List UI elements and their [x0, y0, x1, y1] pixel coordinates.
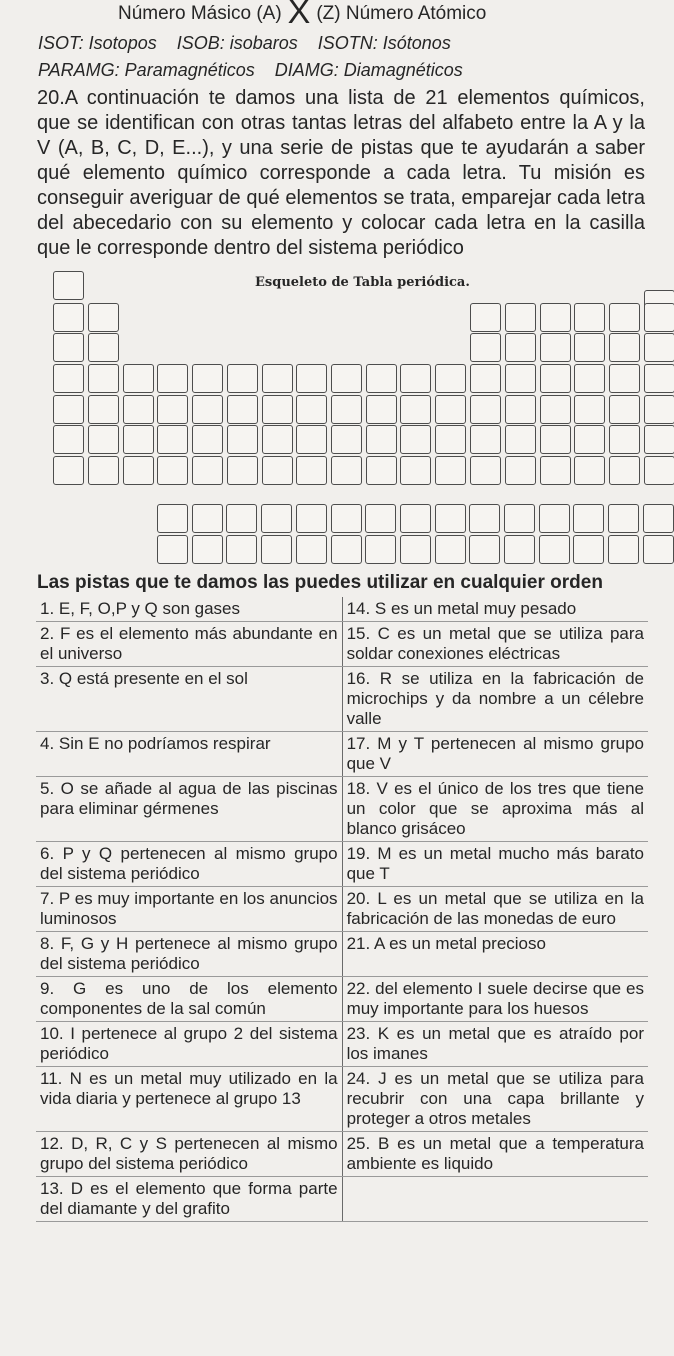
element-cell: [469, 504, 500, 533]
clue-row: [36, 1132, 648, 1177]
element-cell: [540, 333, 571, 362]
element-cell: [123, 425, 154, 454]
element-cell: [53, 395, 84, 424]
clue-left: 11. N es un metal muy utilizado en la vida diaria y pertenece al grupo 13: [36, 1067, 342, 1132]
element-cell: [540, 456, 571, 485]
element-cell: [88, 425, 119, 454]
element-cell: [157, 364, 188, 393]
element-cell: [192, 504, 223, 533]
clue-row: [36, 777, 648, 842]
element-cell: [435, 364, 466, 393]
element-cell: [53, 364, 84, 393]
element-cell: [157, 535, 188, 564]
element-cell: [296, 425, 327, 454]
element-cell: [366, 364, 397, 393]
clue-row: [36, 977, 648, 1022]
clue-left: 8. F, G y H pertenece al mismo grupo del sistema periódico: [36, 932, 342, 977]
element-cell: [540, 425, 571, 454]
element-cell: [609, 456, 640, 485]
element-cell: [365, 535, 396, 564]
element-cell: [400, 535, 431, 564]
skeleton-title: Esqueleto de Tabla periódica.: [255, 275, 470, 290]
element-cell: [435, 535, 466, 564]
element-cell: [227, 395, 258, 424]
clue-row: [36, 842, 648, 887]
element-cell: [539, 504, 570, 533]
element-cell: [540, 395, 571, 424]
element-cell: [192, 425, 223, 454]
element-cell: [226, 535, 257, 564]
element-cell: [574, 395, 605, 424]
element-cell: [262, 364, 293, 393]
element-cell: [400, 395, 431, 424]
element-cell: [157, 456, 188, 485]
element-cell: [227, 425, 258, 454]
element-cell: [261, 535, 292, 564]
element-cell: [366, 395, 397, 424]
element-cell: [470, 456, 501, 485]
clue-row: [36, 732, 648, 777]
element-cell: [609, 395, 640, 424]
mass-atomic-legend: [118, 0, 487, 31]
element-cell: [609, 303, 640, 332]
element-cell: [435, 504, 466, 533]
element-cell: [88, 456, 119, 485]
clue-left: 2. F es el elemento más abundante en el universo: [36, 622, 342, 667]
element-cell: [192, 364, 223, 393]
element-cell: [366, 456, 397, 485]
element-cell: [435, 456, 466, 485]
element-cell: [470, 395, 501, 424]
clue-left: 7. P es muy importante en los anuncios luminosos: [36, 887, 342, 932]
element-cell: [400, 504, 431, 533]
element-cell: [53, 425, 84, 454]
element-cell: [296, 364, 327, 393]
clue-left: 4. Sin E no podríamos respirar: [36, 732, 342, 777]
clue-right: 17. M y T pertenecen al mismo grupo que V: [342, 732, 648, 777]
clue-right: 14. S es un metal muy pesado: [342, 597, 648, 622]
clue-right: 23. K es un metal que es atraído por los imanes: [342, 1022, 648, 1067]
element-cell: [539, 535, 570, 564]
element-cell: [366, 425, 397, 454]
element-cell: [296, 504, 327, 533]
element-cell: [435, 395, 466, 424]
clue-row: [36, 597, 648, 622]
element-cell: [540, 303, 571, 332]
atomic-number-label: (Z) Número Atómico: [316, 3, 487, 24]
element-cell: [608, 535, 639, 564]
element-cell: [400, 364, 431, 393]
clue-right: 25. B es un metal que a temperatura ambiente es liquido: [342, 1132, 648, 1177]
clue-left: 5. O se añade al agua de las piscinas para eliminar gérmenes: [36, 777, 342, 842]
cross-mark: X: [287, 0, 311, 31]
element-cell: [53, 303, 84, 332]
element-cell: [331, 425, 362, 454]
element-cell: [574, 303, 605, 332]
element-cell: [123, 395, 154, 424]
clue-right: 19. M es un metal mucho más barato que T: [342, 842, 648, 887]
element-cell: [574, 425, 605, 454]
element-cell: [574, 333, 605, 362]
element-cell: [88, 333, 119, 362]
element-cell: [505, 395, 536, 424]
element-cell: [470, 364, 501, 393]
element-cell: [88, 303, 119, 332]
element-cell: [644, 395, 674, 424]
clue-right: 16. R se utiliza en la fabricación de microchips y da nombre a un célebre valle: [342, 667, 648, 732]
element-cell: [644, 303, 674, 332]
element-cell: [331, 395, 362, 424]
clue-right: 15. C es un metal que se utiliza para soldar conexiones eléctricas: [342, 622, 648, 667]
clue-left: 3. Q está presente en el sol: [36, 667, 342, 732]
element-cell: [123, 456, 154, 485]
element-cell: [644, 364, 674, 393]
element-cell: [262, 395, 293, 424]
element-cell: [157, 395, 188, 424]
element-cell: [573, 535, 604, 564]
clue-left: 12. D, R, C y S pertenecen al mismo grupo del sistema periódico: [36, 1132, 342, 1177]
element-cell: [470, 425, 501, 454]
abbreviations-line-2: PARAMG: Paramagnéticos DIAMG: Diamagnéticos: [38, 60, 463, 80]
clue-row: [36, 1022, 648, 1067]
element-cell: [331, 456, 362, 485]
element-cell: [296, 535, 327, 564]
element-cell: [261, 504, 292, 533]
element-cell: [53, 271, 84, 300]
abbreviations-line-1: ISOT: Isotopos ISOB: isobaros ISOTN: Isótonos: [38, 33, 451, 53]
clue-right: [342, 1177, 648, 1222]
clue-right: 20. L es un metal que se utiliza en la fabricación de las monedas de euro: [342, 887, 648, 932]
element-cell: [192, 535, 223, 564]
clue-left: 10. I pertenece al grupo 2 del sistema periódico: [36, 1022, 342, 1067]
element-cell: [262, 456, 293, 485]
clue-left: 6. P y Q pertenecen al mismo grupo del sistema periódico: [36, 842, 342, 887]
element-cell: [505, 425, 536, 454]
clue-right: 18. V es el único de los tres que tiene un color que se aproxima más al blanco grisáceo: [342, 777, 648, 842]
element-cell: [573, 504, 604, 533]
clue-right: 24. J es un metal que se utiliza para recubrir con una capa brillante y proteger a otros metales: [342, 1067, 648, 1132]
element-cell: [331, 535, 362, 564]
element-cell: [192, 395, 223, 424]
element-cell: [644, 456, 674, 485]
clue-left: 13. D es el elemento que forma parte del diamante y del grafito: [36, 1177, 342, 1222]
clue-row: [36, 887, 648, 932]
element-cell: [227, 364, 258, 393]
element-cell: [331, 504, 362, 533]
element-cell: [400, 425, 431, 454]
mass-number-label: Número Másico (A): [118, 3, 282, 24]
clue-row: [36, 667, 648, 732]
clue-row: [36, 1177, 648, 1222]
element-cell: [505, 333, 536, 362]
element-cell: [123, 364, 154, 393]
element-cell: [540, 364, 571, 393]
element-cell: [192, 456, 223, 485]
element-cell: [470, 303, 501, 332]
element-cell: [400, 456, 431, 485]
clue-row: [36, 1067, 648, 1132]
element-cell: [53, 456, 84, 485]
clue-row: [36, 622, 648, 667]
element-cell: [643, 535, 674, 564]
element-cell: [262, 425, 293, 454]
element-cell: [469, 535, 500, 564]
element-cell: [157, 504, 188, 533]
element-cell: [505, 364, 536, 393]
element-cell: [296, 456, 327, 485]
element-cell: [504, 504, 535, 533]
clue-right: 22. del elemento I suele decirse que es muy importante para los huesos: [342, 977, 648, 1022]
clues-title: Las pistas que te damos las puedes utilizar en cualquier orden: [37, 572, 603, 593]
element-cell: [505, 303, 536, 332]
exercise-instructions: 20.A continuación te damos una lista de 21 elementos químicos, que se identifican con otras tantas letras del alfabeto entre la A y la V (A, B, C, D, E...), y una serie de pistas que te ayudarán a saber qué elemento químico corresponde a cada letra. Tu misión es conseguir averiguar de qué elementos se trata, emparejar cada letra del abecedario con su elemento y colocar cada letra en la casilla que le corresponde dentro del sistema periódico: [37, 87, 645, 259]
element-cell: [157, 425, 188, 454]
element-cell: [609, 333, 640, 362]
element-cell: [609, 425, 640, 454]
element-cell: [504, 535, 535, 564]
element-cell: [435, 425, 466, 454]
clue-right: 21. A es un metal precioso: [342, 932, 648, 977]
element-cell: [331, 364, 362, 393]
element-cell: [296, 395, 327, 424]
clues-table: [36, 597, 648, 1222]
clue-left: 1. E, F, O,P y Q son gases: [36, 597, 342, 622]
element-cell: [365, 504, 396, 533]
element-cell: [227, 456, 258, 485]
element-cell: [644, 425, 674, 454]
element-cell: [644, 333, 674, 362]
element-cell: [226, 504, 257, 533]
clue-left: 9. G es uno de los elemento componentes de la sal común: [36, 977, 342, 1022]
clue-row: [36, 932, 648, 977]
element-cell: [609, 364, 640, 393]
element-cell: [574, 364, 605, 393]
element-cell: [574, 456, 605, 485]
element-cell: [643, 504, 674, 533]
element-cell: [505, 456, 536, 485]
element-cell: [88, 364, 119, 393]
element-cell: [470, 333, 501, 362]
element-cell: [88, 395, 119, 424]
element-cell: [53, 333, 84, 362]
element-cell: [608, 504, 639, 533]
